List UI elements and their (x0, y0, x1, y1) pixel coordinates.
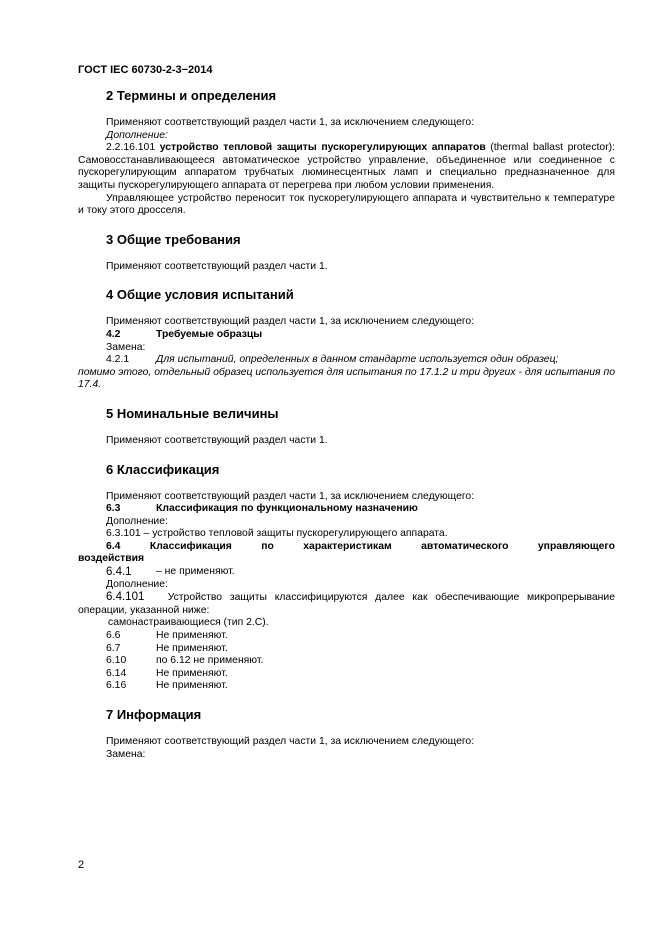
clause-number: 6.16 (106, 680, 127, 692)
definition-paragraph (78, 142, 615, 192)
section-general-requirements (78, 232, 615, 274)
paragraph-addition-label: Дополнение: (106, 578, 168, 590)
clause-text: Не применяют. (156, 680, 228, 692)
spread-word: 6.4 (106, 540, 121, 552)
paragraph: самонастраивающиеся (тип 2.С). (108, 617, 269, 629)
paragraph-replacement-label: Замена: (106, 341, 146, 353)
clause-number: 6.4.101 (106, 591, 145, 604)
definition-text: (thermal ballast protector): Самовосстанавливающееся автоматическое устройство управление, объединенное или соединенное с пускорегулирующим аппаратом трубчатых люминесцентных ламп и специально предназначенное для защиты пускорегулирующего аппарата от перегрева при любом условии применения. (78, 142, 615, 191)
paragraph: Применяют соответствующий раздел части 1. (106, 434, 328, 446)
spread-word: по (261, 540, 274, 552)
clause-number: 4.2.1 (106, 354, 130, 366)
section-title: 2 Термины и определения (106, 88, 277, 103)
clause-row (78, 566, 615, 579)
spread-word: Классификация (149, 540, 232, 552)
section-classification (78, 462, 615, 694)
clause-row (78, 503, 615, 516)
clause-continuation: помимо этого, отдельный образец используется для испытания по 17.1.2 и три других - для испытания по 17.4. (78, 366, 615, 391)
clause-text: Для испытаний, определенных в данном стандарте используется один образец; (156, 354, 559, 366)
clause-text: Не применяют. (156, 667, 228, 679)
clause-number: 6.6 (106, 630, 121, 642)
document-code-header: ГОСТ IEC 60730-2-3−2014 (78, 64, 213, 76)
paragraph: 6.3.101 – устройство тепловой защиты пускорегулирующего аппарата. (106, 528, 448, 540)
section-title: 7 Информация (106, 707, 202, 722)
definition-term: устройство тепловой защиты пускорегулирующих аппаратов (159, 142, 486, 154)
clause-text: Не применяют. (156, 642, 228, 654)
clause-number: 6.14 (106, 667, 127, 679)
clause-text: по 6.12 не применяют. (156, 655, 264, 667)
clause-number: 6.7 (106, 642, 121, 654)
clause-number: 4.2 (106, 328, 121, 340)
clause-text: – не применяют. (156, 566, 235, 578)
section-terms (78, 88, 615, 218)
list-item (78, 655, 615, 668)
clause-number: 6.4.1 (106, 566, 132, 579)
paragraph: Применяют соответствующий раздел части 1, за исключением следующего: (106, 117, 475, 128)
section-title: 5 Номинальные величины (106, 405, 279, 421)
spread-word: характеристикам (303, 540, 392, 552)
clause-paragraph (78, 591, 615, 617)
clause-title: Требуемые образцы (156, 328, 263, 340)
section-title: 4 Общие условия испытаний (106, 287, 294, 303)
spread-word: управляющего (537, 540, 615, 552)
clause-row (78, 329, 615, 342)
section-title: 6 Классификация (106, 461, 220, 477)
section-title: 3 Общие требования (106, 231, 241, 247)
clause-number: 6.10 (106, 655, 127, 667)
paragraph: Применяют соответствующий раздел части 1, за исключением следующего: (106, 490, 475, 502)
paragraph: Применяют соответствующий раздел части 1, за исключением следующего: (106, 316, 475, 328)
paragraph: Управляющее устройство переносит ток пускорегулирующего аппарата и чувствительно к температуре и току этого дросселя. (78, 192, 615, 217)
list-item (78, 630, 615, 643)
section-test-conditions (78, 287, 615, 392)
paragraph: Применяют соответствующий раздел части 1. (106, 260, 328, 272)
clause-row (78, 354, 615, 367)
list-item (78, 668, 615, 681)
clause-title-spread (78, 541, 615, 554)
section-information (78, 707, 615, 761)
page-number: 2 (78, 859, 85, 871)
clause-text: Устройство защиты классифицируются далее как обеспечивающие микропрерывание операции, указанной ниже: (78, 592, 615, 616)
section-ratings (78, 406, 615, 448)
definition-number: 2.2.16.101 (106, 142, 160, 154)
clause-text: Не применяют. (156, 630, 228, 642)
paragraph-addition-label: Дополнение: (106, 129, 168, 141)
paragraph: Применяют соответствующий раздел части 1, за исключением следующего: (106, 736, 475, 747)
paragraph-addition-label: Дополнение: (106, 515, 168, 527)
paragraph-replacement-label: Замена: (106, 748, 146, 760)
list-item (78, 643, 615, 656)
spread-word: автоматического (421, 540, 509, 552)
list-item (78, 680, 615, 693)
clause-number: 6.3 (106, 503, 121, 515)
clause-title: Классификация по функциональному назначению (156, 503, 418, 515)
document-body (78, 86, 615, 761)
not-applied-list (78, 630, 615, 693)
clause-title-continuation: воздействия (78, 553, 145, 565)
